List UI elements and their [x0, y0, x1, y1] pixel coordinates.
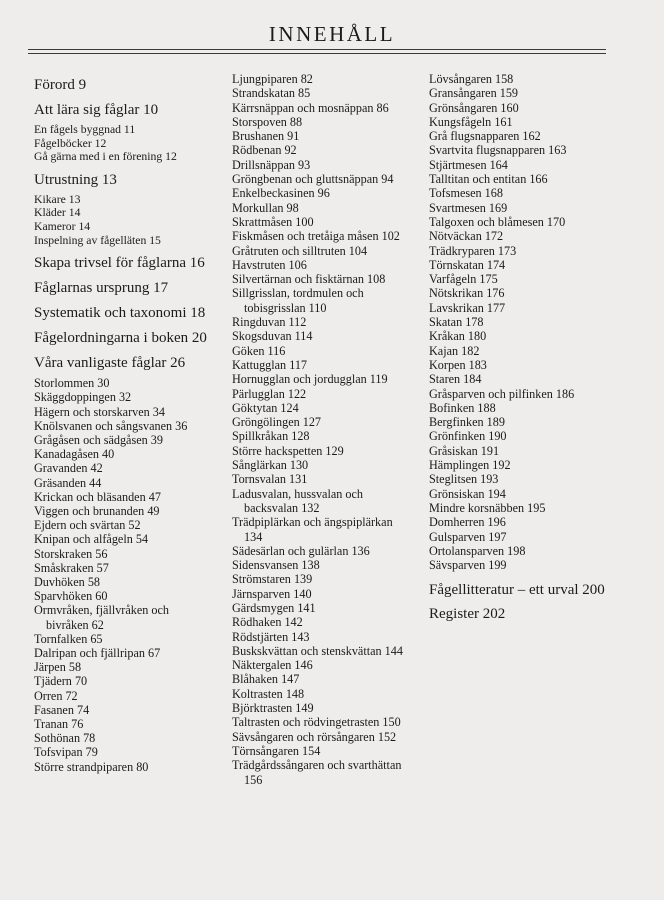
- toc-entry: [429, 358, 639, 372]
- toc-entry-text: Talltitan och entitan 166: [429, 172, 548, 187]
- toc-entry-text: Kläder 14: [34, 206, 81, 220]
- toc-entry: [232, 272, 428, 286]
- toc-entry-text: Göktytan 124: [232, 400, 299, 415]
- toc-entry-text: Våra vanligaste fåglar 26: [34, 355, 186, 372]
- toc-entry-text: Sävsångaren och rörsångaren 152: [232, 729, 397, 744]
- toc-entry: [429, 387, 639, 401]
- toc-entry: [232, 172, 428, 186]
- toc-entry-text: Kråkan 180: [429, 329, 487, 344]
- toc-entry-text: Systematik och taxonomi 18: [34, 305, 206, 322]
- toc-entry-text: Rödhaken 142: [232, 615, 303, 630]
- toc-entry: [34, 433, 224, 447]
- toc-entry: [232, 129, 428, 143]
- toc-entry: [34, 193, 224, 207]
- toc-entry: [232, 143, 428, 157]
- toc-entry-text: Gråtruten och silltruten 104: [232, 243, 368, 258]
- toc-entry: [34, 376, 224, 390]
- toc-entry-text: Tofsvipan 79: [34, 745, 98, 760]
- toc-entry: [232, 329, 428, 343]
- toc-entry: [34, 561, 224, 575]
- toc-entry: [232, 158, 428, 172]
- toc-entry: [232, 315, 428, 329]
- toc-entry: [34, 461, 224, 475]
- toc-entry: [232, 429, 428, 443]
- toc-entry-continuation: backsvalan 132: [244, 500, 320, 515]
- toc-entry: [429, 201, 639, 215]
- toc-entry: [232, 587, 428, 601]
- toc-entry-text: Ormvråken, fjällvråken och: [34, 603, 170, 618]
- toc-entry-continuation: 156: [244, 772, 263, 787]
- toc-entry: [232, 644, 428, 658]
- toc-entry-continuation: bivråken 62: [46, 617, 104, 632]
- toc-entry-text: Fiskmåsen och tretåiga måsen 102: [232, 229, 400, 244]
- toc-entry-text: Knipan och alfågeln 54: [34, 532, 149, 547]
- toc-entry-text: Kärrsnäppan och mosnäppan 86: [232, 100, 389, 115]
- toc-entry: [232, 229, 428, 243]
- toc-entry: [429, 401, 639, 415]
- toc-section-heading: [34, 76, 224, 94]
- toc-entry: [429, 472, 639, 486]
- toc-entry: [34, 150, 224, 164]
- toc-entry: [232, 458, 428, 472]
- toc-entry: [232, 344, 428, 358]
- toc-entry-text: Stjärtmesen 164: [429, 157, 508, 172]
- toc-entry-text: Järnsparven 140: [232, 586, 312, 601]
- toc-entry-text: Hornugglan och jordugglan 119: [232, 372, 388, 387]
- toc-entry: [34, 760, 224, 774]
- toc-column-2: [232, 72, 428, 787]
- toc-entry-text: Rödstjärten 143: [232, 629, 310, 644]
- toc-section-heading: [34, 354, 224, 372]
- toc-entry: [429, 115, 639, 129]
- toc-entry: [34, 575, 224, 589]
- toc-entry: [232, 758, 428, 787]
- toc-entry: [429, 72, 639, 86]
- toc-entry-text: Skatan 178: [429, 315, 484, 330]
- toc-entry-text: Skapa trivsel för fåglarna 16: [34, 255, 205, 272]
- toc-entry-text: Gröngölingen 127: [232, 415, 322, 430]
- toc-entry-text: Ejdern och svärtan 52: [34, 518, 141, 533]
- toc-entry-text: Knölsvanen och sångsvanen 36: [34, 418, 188, 433]
- toc-entry: [34, 703, 224, 717]
- toc-entry: [232, 715, 428, 729]
- toc-entry-text: Talgoxen och blåmesen 170: [429, 214, 566, 229]
- toc-entry: [34, 504, 224, 518]
- toc-entry: [232, 515, 428, 544]
- toc-entry-text: Grönsiskan 194: [429, 486, 506, 501]
- toc-entry-text: Fågelordningarna i boken 20: [34, 330, 207, 347]
- toc-entry-text: Drillsnäppan 93: [232, 157, 311, 172]
- toc-entry-text: Gråsparven och pilfinken 186: [429, 386, 575, 401]
- toc-entry-continuation: 134: [244, 529, 263, 544]
- toc-entry-text: Brushanen 91: [232, 129, 300, 144]
- toc-entry-text: Att lära sig fåglar 10: [34, 102, 159, 118]
- toc-entry-text: Hämplingen 192: [429, 458, 511, 473]
- toc-entry: [34, 476, 224, 490]
- toc-entry: [429, 272, 639, 286]
- toc-entry-text: Sothönan 78: [34, 731, 96, 746]
- toc-entry-text: Fasanen 74: [34, 702, 90, 717]
- toc-section-heading: [34, 304, 224, 322]
- toc-entry-text: Skogsduvan 114: [232, 329, 313, 344]
- toc-entry-text: Tornfalken 65: [34, 631, 103, 646]
- toc-entry: [232, 687, 428, 701]
- toc-entry: [429, 315, 639, 329]
- toc-entry: [232, 672, 428, 686]
- toc-entry-text: Inspelning av fågelläten 15: [34, 233, 161, 247]
- toc-entry: [232, 72, 428, 86]
- toc-entry: [429, 487, 639, 501]
- toc-entry-text: Kameror 14: [34, 219, 91, 233]
- title-rule-bottom: [28, 53, 606, 54]
- toc-entry-text: Lavskrikan 177: [429, 300, 506, 315]
- toc-entry-text: Grå flugsnapparen 162: [429, 129, 541, 144]
- toc-entry: [429, 244, 639, 258]
- title-rule-top: [28, 49, 606, 50]
- toc-entry: [34, 674, 224, 688]
- toc-entry-text: Steglitsen 193: [429, 472, 499, 487]
- toc-entry: [232, 487, 428, 516]
- toc-entry: [232, 101, 428, 115]
- toc-entry: [34, 518, 224, 532]
- toc-column-1: [34, 72, 224, 774]
- toc-entry: [429, 329, 639, 343]
- toc-entry-text: Nötväckan 172: [429, 229, 504, 244]
- toc-entry: [232, 615, 428, 629]
- toc-entry-text: Enkelbeckasinen 96: [232, 186, 330, 201]
- toc-column-3: [429, 72, 639, 625]
- toc-entry-text: Bergfinken 189: [429, 415, 505, 430]
- toc-entry-text: Bofinken 188: [429, 400, 496, 415]
- toc-section-heading: [34, 254, 224, 272]
- toc-entry: [429, 558, 639, 572]
- toc-entry-text: Mindre korsnäbben 195: [429, 500, 546, 515]
- toc-entry: [429, 129, 639, 143]
- toc-entry: [34, 603, 224, 631]
- toc-entry-text: Varfågeln 175: [429, 272, 498, 287]
- toc-entry-text: Ljungpiparen 82: [232, 72, 313, 86]
- toc-section-heading: [34, 101, 224, 119]
- toc-section-heading: [34, 279, 224, 297]
- toc-entry: [34, 660, 224, 674]
- toc-entry: [429, 344, 639, 358]
- toc-entry-text: Trädgårdssångaren och svarthättan: [232, 758, 402, 773]
- toc-entry-text: Gå gärna med i en förening 12: [34, 150, 177, 164]
- toc-entry-text: Morkullan 98: [232, 200, 299, 215]
- toc-entry: [429, 101, 639, 115]
- toc-entry-text: Gravanden 42: [34, 461, 103, 476]
- toc-entry-text: Havstruten 106: [232, 257, 307, 272]
- toc-entry-text: Gröngbenan och gluttsnäppan 94: [232, 172, 394, 187]
- toc-entry-text: Sparvhöken 60: [34, 589, 108, 604]
- toc-entry-text: Ladusvalan, hussvalan och: [232, 486, 363, 501]
- toc-entry: [429, 429, 639, 443]
- toc-entry-text: Ringduvan 112: [232, 315, 307, 330]
- toc-entry-text: Viggen och brunanden 49: [34, 503, 160, 518]
- toc-entry: [232, 286, 428, 315]
- toc-entry-continuation: tobisgrisslan 110: [244, 300, 327, 315]
- toc-entry-text: Tornsvalan 131: [232, 472, 308, 487]
- toc-entry: [34, 220, 224, 234]
- toc-entry-text: Strömstaren 139: [232, 572, 313, 587]
- toc-entry-text: Gärdsmygen 141: [232, 600, 316, 615]
- toc-entry: [429, 215, 639, 229]
- toc-entry: [232, 387, 428, 401]
- toc-entry: [429, 286, 639, 300]
- toc-entry: [232, 115, 428, 129]
- toc-entry: [232, 444, 428, 458]
- toc-entry: [232, 372, 428, 386]
- toc-entry-text: Duvhöken 58: [34, 575, 101, 589]
- toc-entry: [429, 515, 639, 529]
- toc-entry: [429, 86, 639, 100]
- toc-entry-text: Grönfinken 190: [429, 429, 507, 444]
- toc-entry-text: Taltrasten och rödvingetrasten 150: [232, 715, 401, 730]
- toc-entry: [232, 201, 428, 215]
- toc-entry: [429, 501, 639, 515]
- toc-entry: [34, 689, 224, 703]
- toc-entry: [34, 137, 224, 151]
- toc-entry: [232, 86, 428, 100]
- toc-entry: [429, 143, 639, 157]
- toc-entry: [34, 234, 224, 248]
- toc-entry: [232, 601, 428, 615]
- toc-entry-text: Korpen 183: [429, 357, 487, 372]
- toc-entry: [232, 701, 428, 715]
- toc-entry: [429, 158, 639, 172]
- toc-entry: [429, 229, 639, 243]
- toc-entry-text: Skäggdoppingen 32: [34, 390, 132, 405]
- toc-entry: [34, 447, 224, 461]
- toc-entry-text: Kungsfågeln 161: [429, 114, 513, 129]
- toc-entry-text: Storskraken 56: [34, 546, 108, 561]
- toc-entry: [232, 401, 428, 415]
- toc-entry: [232, 572, 428, 586]
- toc-entry-text: Koltrasten 148: [232, 686, 305, 701]
- toc-entry-text: Lövsångaren 158: [429, 72, 514, 86]
- toc-entry: [429, 444, 639, 458]
- toc-entry-text: Törnsångaren 154: [232, 743, 321, 758]
- toc-entry: [34, 646, 224, 660]
- toc-entry: [34, 123, 224, 137]
- toc-entry: [429, 544, 639, 558]
- toc-entry-text: Dalripan och fjällripan 67: [34, 646, 161, 661]
- toc-entry-text: Storlommen 30: [34, 376, 110, 391]
- toc-entry-text: Gransångaren 159: [429, 86, 519, 101]
- toc-entry-text: Hägern och storskarven 34: [34, 404, 165, 419]
- toc-section-heading: [34, 329, 224, 347]
- toc-entry-text: Tofsmesen 168: [429, 186, 503, 201]
- toc-entry: [232, 744, 428, 758]
- toc-entry-text: Grönsångaren 160: [429, 100, 519, 115]
- toc-entry: [34, 717, 224, 731]
- toc-entry-text: Fågellitteratur – ett urval 200: [429, 582, 605, 599]
- toc-entry-text: Svartmesen 169: [429, 200, 508, 215]
- toc-entry: [232, 730, 428, 744]
- toc-entry: [34, 589, 224, 603]
- toc-entry-text: Kajan 182: [429, 343, 480, 358]
- toc-entry-text: Grågåsen och sädgåsen 39: [34, 432, 163, 447]
- toc-entry-text: Domherren 196: [429, 515, 506, 530]
- toc-entry-text: Kikare 13: [34, 192, 81, 206]
- toc-entry-text: Spillkråkan 128: [232, 429, 310, 444]
- toc-entry-text: Större hackspetten 129: [232, 443, 344, 458]
- toc-entry: [232, 544, 428, 558]
- toc-entry-text: Järpen 58: [34, 660, 82, 675]
- toc-entry-text: Pärlugglan 122: [232, 386, 307, 401]
- toc-entry-text: Skrattmåsen 100: [232, 214, 314, 229]
- toc-entry: [232, 630, 428, 644]
- toc-entry: [34, 490, 224, 504]
- toc-entry-text: Sillgrisslan, tordmulen och: [232, 286, 364, 301]
- toc-entry-text: Orren 72: [34, 688, 78, 703]
- toc-entry: [34, 532, 224, 546]
- page-title: INNEHÅLL: [268, 22, 396, 46]
- toc-entry-text: Näktergalen 146: [232, 658, 313, 673]
- toc-entry: [232, 186, 428, 200]
- toc-entry: [34, 390, 224, 404]
- toc-entry-text: Kattugglan 117: [232, 357, 308, 372]
- toc-entry-text: Tjädern 70: [34, 674, 88, 689]
- toc-entry-text: Gråsiskan 191: [429, 443, 500, 458]
- toc-entry: [34, 405, 224, 419]
- toc-entry-text: Gulsparven 197: [429, 529, 507, 544]
- toc-entry-text: Kanadagåsen 40: [34, 447, 115, 462]
- toc-entry-text: Svartvita flugsnapparen 163: [429, 143, 567, 158]
- toc-entry-text: Fåglarnas ursprung 17: [34, 280, 169, 297]
- toc-entry-text: Sädesärlan och gulärlan 136: [232, 543, 370, 558]
- toc-entry-text: Gräsanden 44: [34, 475, 102, 490]
- toc-entry-text: Sävsparven 199: [429, 558, 507, 573]
- toc-entry-text: Trädpiplärkan och ängspiplärkan: [232, 515, 393, 530]
- toc-entry: [429, 415, 639, 429]
- toc-entry-text: Göken 116: [232, 343, 286, 358]
- toc-entry: [429, 372, 639, 386]
- toc-entry: [232, 215, 428, 229]
- toc-entry-text: Blåhaken 147: [232, 672, 300, 687]
- toc-entry: [34, 419, 224, 433]
- toc-entry: [429, 258, 639, 272]
- toc-entry: [34, 731, 224, 745]
- toc-entry: [34, 206, 224, 220]
- toc-entry-text: Buskskvättan och stenskvättan 144: [232, 643, 403, 658]
- toc-entry: [34, 745, 224, 759]
- toc-entry: [232, 558, 428, 572]
- toc-entry: [232, 415, 428, 429]
- toc-entry: [429, 530, 639, 544]
- toc-entry-text: Krickan och bläsanden 47: [34, 489, 161, 504]
- toc-entry-text: Sidensvansen 138: [232, 558, 320, 573]
- toc-section-heading: [429, 581, 639, 599]
- toc-entry: [429, 186, 639, 200]
- toc-entry-text: Tranan 76: [34, 717, 84, 732]
- toc-entry: [232, 244, 428, 258]
- toc-entry: [232, 472, 428, 486]
- toc-entry-text: Småskraken 57: [34, 560, 109, 575]
- toc-entry: [429, 172, 639, 186]
- toc-section-heading: [429, 605, 639, 623]
- toc-entry: [34, 632, 224, 646]
- toc-entry-text: Utrustning 13: [34, 171, 117, 188]
- toc-entry-text: Större strandpiparen 80: [34, 759, 149, 774]
- toc-entry-text: Ortolansparven 198: [429, 543, 526, 558]
- toc-entry-text: Törnskatan 174: [429, 257, 506, 272]
- toc-entry-text: Nötskrikan 176: [429, 286, 505, 301]
- toc-entry: [232, 258, 428, 272]
- toc-entry-text: En fågels byggnad 11: [34, 123, 136, 136]
- toc-entry-text: Sånglärkan 130: [232, 458, 309, 473]
- toc-entry-text: Förord 9: [34, 77, 87, 93]
- toc-entry-text: Register 202: [429, 606, 506, 623]
- toc-entry-text: Silvertärnan och fisktärnan 108: [232, 272, 386, 287]
- toc-entry: [232, 358, 428, 372]
- toc-entry-text: Fågelböcker 12: [34, 136, 107, 150]
- toc-entry-text: Trädkryparen 173: [429, 243, 517, 258]
- toc-entry-text: Rödbenan 92: [232, 143, 297, 158]
- toc-entry-text: Staren 184: [429, 372, 482, 387]
- toc-entry-text: Storspoven 88: [232, 114, 303, 129]
- toc-entry-text: Björktrasten 149: [232, 701, 314, 716]
- toc-entry-text: Strandskatan 85: [232, 86, 311, 101]
- toc-entry: [34, 547, 224, 561]
- toc-entry: [429, 301, 639, 315]
- toc-section-heading: [34, 171, 224, 189]
- toc-entry: [232, 658, 428, 672]
- toc-entry: [429, 458, 639, 472]
